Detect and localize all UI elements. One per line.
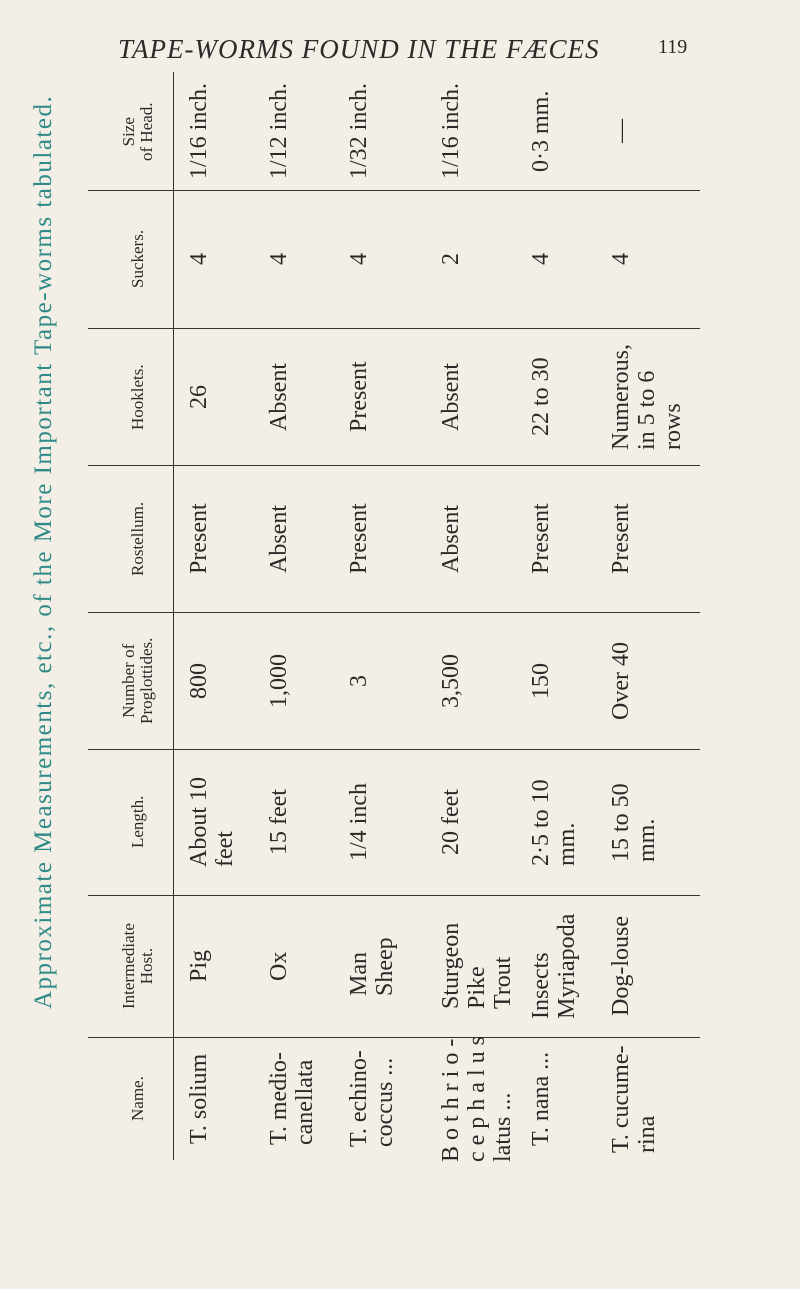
cell-line: Sheep <box>372 936 398 996</box>
band-divider <box>88 612 700 613</box>
cell-line: latus ... <box>490 1092 516 1162</box>
cell-line: 4 <box>528 253 554 265</box>
table-cell <box>346 675 372 687</box>
page-number: 119 <box>658 36 688 58</box>
cell-line: Pike <box>464 966 490 1009</box>
table-cell <box>528 779 580 866</box>
table-cell <box>186 950 212 982</box>
cell-line: 1/4 inch <box>346 783 372 861</box>
table-cell <box>186 385 212 409</box>
cell-line: T. medio- <box>266 1052 292 1145</box>
table-cell <box>266 789 292 855</box>
table-cell <box>266 654 292 708</box>
table-cell <box>438 505 464 573</box>
table-cell <box>608 1045 660 1153</box>
cell-line: Present <box>346 503 372 574</box>
cell-line: 4 <box>266 253 292 265</box>
table-cell <box>266 363 292 431</box>
running-title: TAPE-WORMS FOUND IN THE FÆCES <box>118 34 600 64</box>
table-cell <box>266 951 292 980</box>
table-cell <box>346 361 372 432</box>
header-divider <box>173 72 174 1160</box>
band-divider <box>88 749 700 750</box>
column-header-line: Length. <box>128 795 147 848</box>
table-cell <box>346 503 372 574</box>
band-divider <box>88 895 700 896</box>
table-cell <box>186 253 212 265</box>
cell-line: Present <box>186 503 212 574</box>
cell-line: 3,500 <box>438 653 464 708</box>
column-header-line: Number of <box>119 643 138 718</box>
band-divider <box>88 328 700 329</box>
cell-line: 15 feet <box>266 789 292 855</box>
band-divider <box>88 465 700 466</box>
page-header <box>0 0 800 64</box>
column-header-line: Name. <box>128 1076 147 1121</box>
table-cell <box>438 1036 516 1162</box>
table-cell <box>438 83 464 179</box>
column-header <box>120 637 156 723</box>
table-cell <box>266 1052 318 1145</box>
column-header-line: Hooklets. <box>128 363 147 430</box>
table-cell <box>608 344 686 450</box>
table-cell <box>528 663 554 699</box>
column-header-line: Rostellum. <box>128 501 147 576</box>
cell-line: Myriapoda <box>554 913 580 1019</box>
table-cell <box>346 937 398 996</box>
column-header <box>129 230 147 288</box>
cell-line: Present <box>528 503 554 574</box>
table-cell <box>186 663 212 699</box>
cell-line: Numerous, <box>608 343 634 450</box>
column-header-line: Intermediate <box>119 923 138 1009</box>
table-cell <box>528 1051 554 1145</box>
table-cell <box>346 1050 398 1147</box>
table-cell <box>186 503 212 574</box>
cell-line: Absent <box>266 504 292 573</box>
cell-line: mm. <box>634 818 660 862</box>
table-cell <box>608 119 634 143</box>
cell-line: rows <box>660 402 686 450</box>
column-header <box>120 923 156 1009</box>
cell-line: B o t h r i o - <box>438 1038 464 1162</box>
table-cell <box>528 503 554 574</box>
cell-line: 4 <box>346 253 372 265</box>
cell-line: 20 feet <box>438 789 464 855</box>
cell-line: 2·5 to 10 <box>528 778 554 866</box>
table-cell <box>438 789 464 855</box>
table-cell <box>186 777 238 867</box>
cell-line: canellata <box>292 1059 318 1145</box>
table-cell <box>186 1053 212 1143</box>
column-header-line: Host. <box>137 947 156 985</box>
band-divider <box>88 190 700 191</box>
table-cell <box>608 642 634 720</box>
cell-line: Dog-louse <box>608 916 634 1016</box>
table-cell <box>608 253 634 265</box>
cell-line: 2 <box>438 253 464 265</box>
cell-line: coccus ... <box>372 1057 398 1147</box>
column-header <box>120 102 156 161</box>
table-cell <box>528 913 580 1018</box>
cell-line: Absent <box>438 504 464 573</box>
table-cell <box>528 90 554 171</box>
column-header-line: Suckers. <box>128 229 147 288</box>
cell-line: rina <box>634 1115 660 1153</box>
column-header <box>129 1076 147 1121</box>
column-header <box>129 364 147 430</box>
column-header-line: of Head. <box>137 101 156 161</box>
cell-line: 800 <box>186 662 212 699</box>
cell-line: T. cucume- <box>608 1045 634 1153</box>
cell-line: 1/12 inch. <box>266 83 292 179</box>
table-cell <box>528 357 554 436</box>
cell-line: Trout <box>490 956 516 1009</box>
cell-line: 150 <box>528 662 554 699</box>
table-cell <box>346 83 372 179</box>
cell-line: in 5 to 6 <box>634 370 660 450</box>
table-cell <box>438 253 464 265</box>
cell-line: 22 to 30 <box>528 357 554 436</box>
cell-line: T. echino- <box>346 1050 372 1147</box>
table-cell <box>266 253 292 265</box>
cell-line: c e p h a l u s <box>464 1035 490 1162</box>
cell-line: Pig <box>186 949 212 982</box>
cell-line: 1,000 <box>266 653 292 708</box>
cell-line: T. solium <box>186 1053 212 1144</box>
cell-line: Sturgeon <box>438 922 464 1009</box>
cell-line: Insects <box>528 951 554 1019</box>
cell-line: Man <box>346 951 372 996</box>
cell-line: mm. <box>554 822 580 866</box>
table-cell <box>346 783 372 861</box>
cell-line: feet <box>212 831 238 867</box>
cell-line: 26 <box>186 384 212 409</box>
table-title: Approximate Measurements, etc., of the More Important Tape-worms tabulated. <box>30 94 57 1009</box>
cell-line: 4 <box>608 253 634 265</box>
column-header-line: Proglottides. <box>137 637 156 724</box>
cell-line: Present <box>608 503 634 574</box>
cell-line: Absent <box>266 362 292 431</box>
column-header-line: Size <box>119 116 138 146</box>
cell-line: T. nana ... <box>528 1051 554 1146</box>
cell-line: 1/32 inch. <box>346 83 372 179</box>
table-cell <box>608 916 634 1016</box>
table-cell <box>608 783 660 862</box>
table-cell <box>186 83 212 179</box>
cell-line: Absent <box>438 362 464 431</box>
cell-line: 1/16 inch. <box>186 83 212 179</box>
cell-line: Present <box>346 361 372 432</box>
cell-line: 1/16 inch. <box>438 83 464 179</box>
column-header <box>129 501 147 575</box>
table-cell <box>346 253 372 265</box>
cell-line: 0·3 mm. <box>528 90 554 172</box>
cell-line: 3 <box>346 674 372 687</box>
band-divider <box>88 1037 700 1038</box>
table-cell <box>266 83 292 179</box>
cell-line: About 10 <box>186 777 212 867</box>
cell-line: 4 <box>186 253 212 265</box>
table-cell <box>608 503 634 574</box>
table-cell <box>528 253 554 265</box>
table-cell <box>438 363 464 431</box>
table-cell <box>266 505 292 573</box>
cell-line: — <box>608 119 634 143</box>
column-header <box>129 796 147 848</box>
cell-line: 15 to 50 <box>608 782 634 862</box>
measurements-table <box>88 72 700 1160</box>
table-cell <box>438 654 464 708</box>
cell-line: Ox <box>266 951 292 981</box>
table-cell <box>438 923 516 1009</box>
cell-line: Over 40 <box>608 641 634 720</box>
